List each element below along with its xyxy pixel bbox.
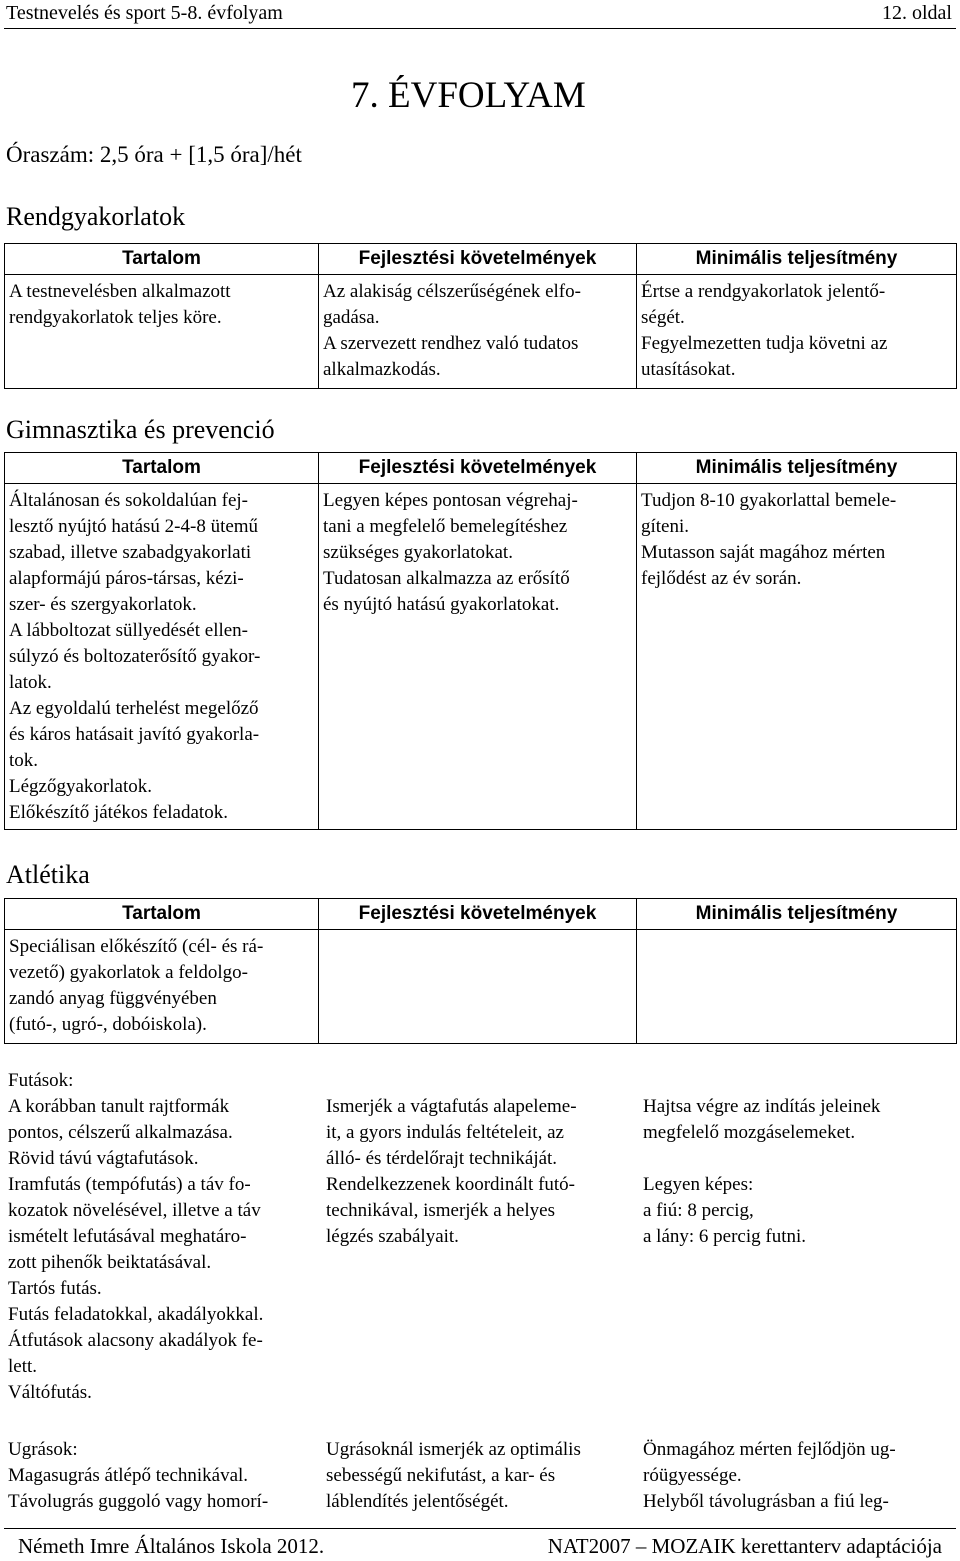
text-line: Ugrások: bbox=[8, 1439, 78, 1460]
text-line: gadása. bbox=[323, 307, 380, 328]
cell-minimalis bbox=[637, 275, 957, 389]
cell-tartalom bbox=[5, 275, 319, 389]
section-title-atletika: Atlétika bbox=[6, 860, 90, 889]
text-line: A szervezett rendhez való tudatos bbox=[323, 333, 579, 354]
col-header-tartalom: Tartalom bbox=[5, 453, 319, 484]
text-line: Légzőgyakorlatok. bbox=[9, 776, 152, 797]
text-line: Magasugrás átlépő technikával. bbox=[8, 1465, 249, 1486]
text-line: a fiú: 8 percig, bbox=[643, 1200, 754, 1221]
text-line: rendgyakorlatok teljes köre. bbox=[9, 307, 222, 328]
text-line: Rendelkezzenek koordinált futó- bbox=[326, 1174, 576, 1195]
futasok-fejlesztesi bbox=[326, 1094, 638, 1250]
text-line: Futások: bbox=[8, 1070, 74, 1091]
text-line: lett. bbox=[8, 1356, 38, 1377]
col-header-fejlesztesi: Fejlesztési követelmények bbox=[319, 244, 637, 275]
text-line: Legyen képes pontosan végrehaj- bbox=[323, 490, 578, 511]
cell-tartalom bbox=[5, 484, 319, 830]
col-header-minimalis: Minimális teljesítmény bbox=[637, 244, 957, 275]
section-title-gimnasztika: Gimnasztika és prevenció bbox=[6, 415, 275, 444]
text-line: szükséges gyakorlatokat. bbox=[323, 542, 513, 563]
col-header-tartalom: Tartalom bbox=[5, 899, 319, 930]
text-line: ségét. bbox=[641, 307, 685, 328]
text-line: Önmagához mérten fejlődjön ug- bbox=[643, 1439, 896, 1460]
ugrasok-tartalom bbox=[8, 1437, 320, 1515]
header-divider bbox=[4, 28, 956, 29]
text-line: alapformájú páros-társas, kézi- bbox=[9, 568, 244, 589]
text-line: Az alakiság célszerűségének elfo- bbox=[323, 281, 581, 302]
footer-school: Németh Imre Általános Iskola 2012. bbox=[18, 1534, 325, 1558]
table-header-row bbox=[5, 899, 957, 930]
futasok-minimalis bbox=[643, 1094, 955, 1250]
text-line: Az egyoldalú terhelést megelőző bbox=[9, 698, 259, 719]
text-line: it, a gyors indulás feltételeit, az bbox=[326, 1122, 564, 1143]
col-header-tartalom: Tartalom bbox=[5, 244, 319, 275]
text-line: Tudjon 8-10 gyakorlattal bemele- bbox=[641, 490, 897, 511]
text-line: tok. bbox=[9, 750, 39, 771]
col-header-minimalis: Minimális teljesítmény bbox=[637, 899, 957, 930]
text-line: sebességű nekifutást, a kar- és bbox=[326, 1465, 556, 1486]
page-number: 12. oldal bbox=[882, 2, 952, 24]
col-header-fejlesztesi: Fejlesztési követelmények bbox=[319, 453, 637, 484]
text-line: Ismerjék a vágtafutás alapeleme- bbox=[326, 1096, 577, 1117]
col-header-minimalis: Minimális teljesítmény bbox=[637, 453, 957, 484]
text-line: szer- és szergyakorlatok. bbox=[9, 594, 197, 615]
table-header-row bbox=[5, 244, 957, 275]
text-line: róügyessége. bbox=[643, 1465, 742, 1486]
ugrasok-fejlesztesi bbox=[326, 1437, 638, 1515]
text-line: Általánosan és sokoldalúan fej- bbox=[9, 490, 249, 511]
text-line: Speciálisan előkészítő (cél- és rá- bbox=[9, 936, 264, 957]
text-line: latok. bbox=[9, 672, 52, 693]
hours-line: Óraszám: 2,5 óra + [1,5 óra]/hét bbox=[6, 142, 302, 167]
ugrasok-minimalis bbox=[643, 1437, 955, 1515]
text-line: kozatok növelésével, illetve a táv bbox=[8, 1200, 261, 1221]
text-line: utasításokat. bbox=[641, 359, 736, 380]
text-line: lesztő nyújtó hatású 2-4-8 ütemű bbox=[9, 516, 259, 537]
text-line: és nyújtó hatású gyakorlatokat. bbox=[323, 594, 560, 615]
text-line: A lábboltozat süllyedését ellen- bbox=[9, 620, 249, 641]
table-rendgyakorlatok bbox=[4, 243, 957, 389]
header-title: Testnevelés és sport 5-8. évfolyam bbox=[6, 2, 283, 24]
section-title-rendgyakorlatok: Rendgyakorlatok bbox=[6, 202, 186, 231]
text-line: pontos, célszerű alkalmazása. bbox=[8, 1122, 233, 1143]
text-line: gíteni. bbox=[641, 516, 690, 537]
table-atletika bbox=[4, 898, 957, 1044]
text-line: és káros hatásait javító gyakorla- bbox=[9, 724, 260, 745]
text-line: Váltófutás. bbox=[8, 1382, 92, 1403]
table-row bbox=[5, 275, 957, 389]
cell-fejlesztesi bbox=[319, 484, 637, 830]
footer-source: NAT2007 – MOZAIK kerettanterv adaptációja bbox=[547, 1534, 942, 1558]
col-header-fejlesztesi: Fejlesztési követelmények bbox=[319, 899, 637, 930]
text-line: álló- és térdelőrajt technikáját. bbox=[326, 1148, 558, 1169]
text-line: Hajtsa végre az indítás jeleinek bbox=[643, 1096, 881, 1117]
text-line: légzés szabályait. bbox=[326, 1226, 459, 1247]
text-line: súlyzó és boltozaterősítő gyakor- bbox=[9, 646, 261, 667]
text-line: A korábban tanult rajtformák bbox=[8, 1096, 230, 1117]
text-line: szabad, illetve szabadgyakorlati bbox=[9, 542, 252, 563]
table-row bbox=[5, 484, 957, 830]
grade-title: 7. ÉVFOLYAM bbox=[351, 75, 586, 116]
text-line: technikával, ismerjék a helyes bbox=[326, 1200, 555, 1221]
text-line: Előkészítő játékos feladatok. bbox=[9, 802, 228, 823]
footer-divider bbox=[4, 1528, 956, 1529]
text-line: Iramfutás (tempófutás) a táv fo- bbox=[8, 1174, 251, 1195]
table-gimnasztika bbox=[4, 452, 957, 830]
text-line: Ugrásoknál ismerjék az optimális bbox=[326, 1439, 581, 1460]
cell-minimalis bbox=[637, 930, 957, 1044]
text-line: zott pihenők beiktatásával. bbox=[8, 1252, 212, 1273]
text-line: Rövid távú vágtafutások. bbox=[8, 1148, 199, 1169]
text-line: Értse a rendgyakorlatok jelentő- bbox=[641, 281, 886, 302]
text-line: Mutasson saját magához mérten bbox=[641, 542, 886, 563]
text-line: alkalmazkodás. bbox=[323, 359, 441, 380]
cell-fejlesztesi bbox=[319, 275, 637, 389]
text-line: Tudatosan alkalmazza az erősítő bbox=[323, 568, 570, 589]
text-line: zandó anyag függvényében bbox=[9, 988, 217, 1009]
text-line: Távolugrás guggoló vagy homorí- bbox=[8, 1491, 269, 1512]
text-line: Helyből távolugrásban a fiú leg- bbox=[643, 1491, 889, 1512]
spacer bbox=[643, 1146, 955, 1172]
text-line: (futó-, ugró-, dobóiskola). bbox=[9, 1014, 207, 1035]
table-row bbox=[5, 930, 957, 1044]
text-line: Átfutások alacsony akadályok fe- bbox=[8, 1330, 263, 1351]
text-line: láblendítés jelentőségét. bbox=[326, 1491, 509, 1512]
text-line: a lány: 6 percig futni. bbox=[643, 1226, 807, 1247]
cell-tartalom bbox=[5, 930, 319, 1044]
text-line: Legyen képes: bbox=[643, 1174, 754, 1195]
table-header-row bbox=[5, 453, 957, 484]
text-line: Fegyelmezetten tudja követni az bbox=[641, 333, 888, 354]
text-line: megfelelő mozgáselemeket. bbox=[643, 1122, 856, 1143]
cell-fejlesztesi bbox=[319, 930, 637, 1044]
text-line: fejlődést az év során. bbox=[641, 568, 802, 589]
futasok-tartalom bbox=[8, 1068, 320, 1406]
text-line: tani a megfelelő bemelegítéshez bbox=[323, 516, 568, 537]
text-line: ismételt lefutásával meghatáro- bbox=[8, 1226, 247, 1247]
cell-minimalis bbox=[637, 484, 957, 830]
text-line: Futás feladatokkal, akadályokkal. bbox=[8, 1304, 264, 1325]
text-line: Tartós futás. bbox=[8, 1278, 102, 1299]
text-line: A testnevelésben alkalmazott bbox=[9, 281, 231, 302]
text-line: vezető) gyakorlatok a feldolgo- bbox=[9, 962, 248, 983]
